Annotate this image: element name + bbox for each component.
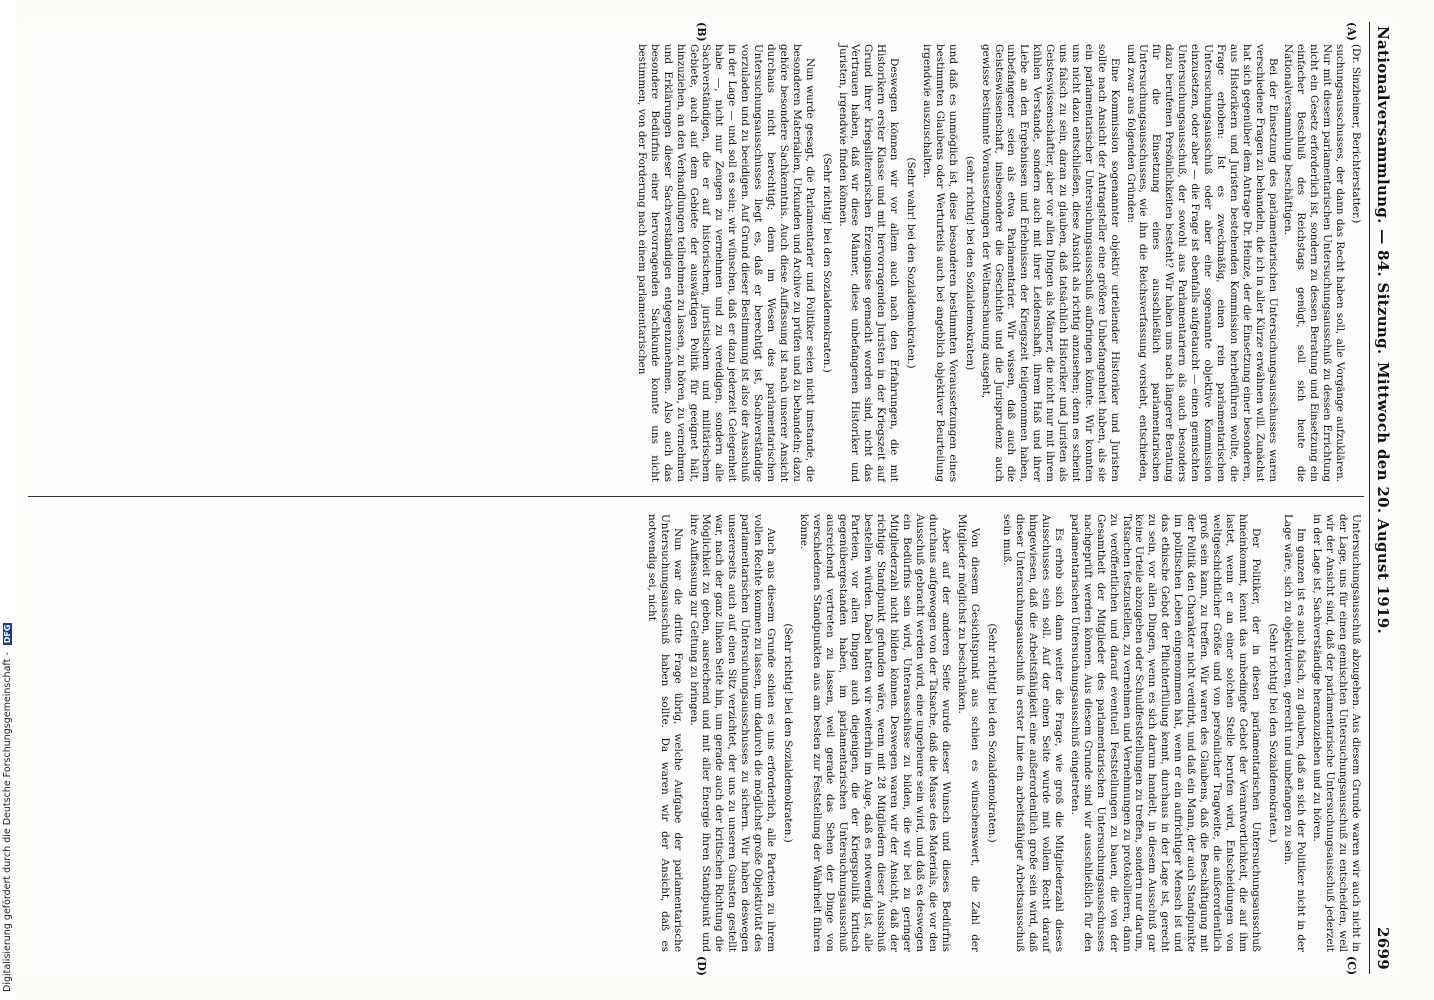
interjection: (Sehr richtig! bei den Sozialdemokraten.) xyxy=(820,153,833,373)
document-page xyxy=(18,18,1398,978)
interjection: (Sehr richtig! bei den Sozialdemokraten.) xyxy=(781,623,794,843)
paragraph: Deswegen können wir vor allem auch nach den Erfahrungen, die mit Historikern erster Klasse und mit hervorragenden Juristen in der Kriegszeit auf Grund ihrer kriegsliterarischen Erzeugnisse gemacht worden sind, nicht das Vertrauen haben, daß wir diese Männer, diese unbefangenen Historiker und Juristen, irgendwie finden können. xyxy=(836,44,901,482)
credit-text: Digitalisierung gefördert durch die Deutsche Forschungsgemeinschaft - xyxy=(2,652,13,992)
margin-marker-c: (C) xyxy=(1345,956,1358,976)
header-rule xyxy=(1369,22,1370,974)
paragraph: und daß es unmöglich ist, diese besonderen bestimmten Voraussetzungen eines bestimmten Glaubens oder Werturteils auch bei angeblich objektiver Beurteilung irgendwie auszuschalten. xyxy=(921,44,959,482)
paragraph: Von diesem Gesichtspunkt aus schien es wünschenswert, die Zahl der Mitglieder möglichst zu beschränken. xyxy=(955,514,981,952)
margin-marker-d: (D) xyxy=(695,956,708,976)
page-number: 2699 xyxy=(1374,927,1392,970)
digitization-credit xyxy=(2,12,13,992)
paragraph: Im ganzen ist es auch falsch, zu glauben, daß an sich der Politiker nicht in der Lage wäre, sich zu objektivieren, gerecht und unbefangen zu sein. xyxy=(1282,514,1308,952)
paragraph: Der Politiker, der in diesen parlamentarischen Untersuchungsausschuß hineinkommt, kennt das unbedingte Gebot der Verantwortlichkeit, die auf ihm lastet, wenn er an einer solchen Stelle berufen wird, Entscheidungen von weltgeschichtlicher Größe und von persönlicher Tragweite, die außerordentlich groß sein kann, zu treffen. Wir waren des Glaubens, daß die Beschäftigung mit der Politik den Charakter nicht verdirbt, und daß ein Mann, der auch Standpunkte im politischen Leben eingenommen hat, wenn er ein aufrichtiger Mensch ist und das ethische Gebot der Pflichterfüllung kennt, durchaus in der Lage ist, gerecht zu sein, vor allen Dingen, wenn es sich darum handelt, in diesem Ausschuß gar keine Urteile abzugeben oder Schuldfeststellungen zu treffen, sondern nur darum, Tatsachen festzustellen, zu vernehmen und Vernehmungen zu protokollieren, dann zu veröffentlichen und darauf eventuell Feststellungen zu bauen, die von der Gesamtheit der Mitglieder des parlamentarischen Untersuchungsausschusses nachgeprüft werden können. Aus diesem Grunde sind wir ausschließlich für den parlamentarischen Untersuchungsausschuß eingetreten. xyxy=(1068,514,1262,952)
paragraph: Auch aus diesem Grunde schien es uns erforderlich, alle Parteien zu ihrem vollen Rechte kommen zu lassen, um dadurch die möglichst große Objektivität des parlamentarischen Untersuchungsausschusses zu sichern. Wir haben deswegen unsererseits auch auf einen Sitz verzichtet, der uns zu unseren Gunsten gestellt war, nach der ganz linken Seite hin, um gerade auch der kritischen Richtung die Möglichkeit zu geben, ausreichend und mit aller Energie ihren Standpunkt und ihre Auffassung zur Geltung zu bringen. xyxy=(687,514,778,952)
interjection: (Sehr richtig! bei den Sozialdemokraten.) xyxy=(985,623,998,843)
interjection: (sehr richtig! bei den Sozialdemokraten) xyxy=(963,155,976,371)
paragraph: Bei der Einsetzung des parlamentarischen Untersuchungsausschusses waren verschiedene Fragen zu behandeln, die ich in aller Kürze erwähnen will. Zunächst hat sich gegenüber dem Antrage Dr. Heinze, der die Einsetzung einer besonderen, aus Historikern und Juristen bestehenden Kommission herbeiführen wollte, die Frage erhoben: Ist es zweckmäßig, einen rein parlamentarischen Untersuchungsausschuß oder aber eine sogenannte objektive Kommission einzusetzen, oder aber — die Frage ist ebenfalls aufgetaucht — einen gemischten Untersuchungsausschuß, der sowohl aus Parlamentariern als auch besonders dazu berufenen Persönlichkeiten besteht? Wir haben uns nach längerer Beratung für die Einsetzung eines ausschließlich parlamentarischen Untersuchungsausschusses, wie ihn die Reichsverfassung vorsieht, entschieden, und zwar aus folgenden Gründen: xyxy=(1124,44,1279,482)
margin-marker-b: (B) xyxy=(695,22,708,42)
dfg-logo: DFG xyxy=(3,624,12,644)
paragraph: Aber auf der anderen Seite wurde dieser Wunsch und dieses Bedürfnis durchaus aufgewogen von der Tatsache, daß die Masse des Materials, die vor den Ausschuß gebracht werden wird, eine ungeheure sein wird, und daß es deswegen ein Bedürfnis sein wird, Unterausschüsse zu bilden, die wir bei zu geringer Mitgliederzahl nicht bilden können. Deswegen waren wir der Ansicht, daß der richtige Standpunkt gefunden wäre, wenn mit 28 Mitgliedern dieser Ausschuß bestellen würden. Dabei hatten wir weiterhin im Auge, daß es notwendig ist, alle Parteien, vor allen Dingen auch diejenigen, die der Kriegspolitik kritisch gegenübergestanden haben, im parlamentarischen Untersuchungsausschuß ausreichend vertreten zu lassen, weil gerade das Sehen der Dinge von verschiedenen Standpunkten aus am besten zur Feststellung der Wahrheit führen könne. xyxy=(797,514,952,952)
paragraph: Nun war die dritte Frage übrig, welche Aufgabe der parlamentarische Untersuchungsausschuß haben sollte. Da waren wir der Ansicht, daß es notwendig sei, nicht xyxy=(645,514,684,952)
header-session: Nationalversammlung. — 84. Sitzung. xyxy=(1374,26,1392,355)
column-divider xyxy=(28,496,1364,497)
page-header xyxy=(1370,26,1392,970)
paragraph: Nun wurde gesagt, die Parlamentarier und Politiker seien nicht imstande, die besonderen Materialien, Urkunden und Archive zu prüfen und zu behandeln; dazu gehöre besondere Sachkenntnis. Auch diese Auffassung ist nach unserer Ansicht durchaus nicht berechtigt; denn im Wesen des parlamentarischen Untersuchungsausschusses liegt es, daß er berechtigt ist, Sachverständige vorzuladen und zu beeidigen. Auf Grund dieser Bestimmung ist also der Ausschuß in der Lage — und soll es sein; wir wünschen, daß er dazu jederzeit Gelegenheit habe —, nicht nur Zeugen zu vernehmen und zu vereidigen, sondern alle Sachverständigen, die er auf historischem, juristischem und militärischem Gebiete, auch auf dem Gebiete der auswärtigen Politik für geeignet hält, hinzuziehen, an den Verhandlungen teilnehmen zu lassen, zu hören, zu vernehmen und Erklärungen dieser Sachverständigen entgegenzunehmen. Also auch das besondere Bedürfnis einer hervorragenden Sachkunde konnte uns nicht bestimmen, von der Forderung nach einem parlamentarischen xyxy=(635,44,816,482)
header-date: Mittwoch den 20. August 1919. xyxy=(1374,361,1392,635)
paragraph: suchungsausschusses, der dann das Recht haben soll, alle Vorgänge aufzuklären. Nur mit diesem parlamentarischen Untersuchungsausschuß zu dessen Errichtung nicht ein Gesetz erforderlich ist, sondern zu dessen Beratung und Einsetzung ein einfacher Beschluß des Reichstags genügt, soll sich heute die Nationalversammlung beschäftigen. xyxy=(1282,44,1347,482)
interjection: (Sehr richtig! bei den Sozialdemokraten.) xyxy=(1266,623,1279,843)
left-column xyxy=(632,44,1362,482)
margin-marker-a: (A) xyxy=(1345,22,1358,41)
right-column xyxy=(642,514,1362,952)
speaker-label: (Dr. Sinzheimer, Berichterstatter.) xyxy=(1350,44,1362,224)
paragraph: Es erhob sich dann weiter die Frage, wie groß die Mitgliederzahl dieses Ausschusses sein soll. Auf der einen Seite wurde mit vollem Recht darauf hingewiesen, daß die Arbeitsfähigkeit eine außerordentlich große sein wird, daß dieser Untersuchungsausschuß in erster Linie ein arbeitsfähiger Arbeitsausschuß sein muß. xyxy=(1001,514,1066,952)
interjection: (Sehr wahr! bei den Sozialdemokraten.) xyxy=(905,157,918,369)
paragraph: Untersuchungsausschuß abzugehen. Aus diesem Grunde waren wir auch nicht in der Lage, uns für einen gemischten Untersuchungsausschuß zu entscheiden, weil wir der Ansicht sind, daß der parlamentarische Untersuchungsausschuß jederzeit in der Lage ist, Sachverständige heranzuziehen und zu hören. xyxy=(1311,514,1362,952)
paragraph: Eine Kommission sogenannter objektiv urteilender Historiker und Juristen sollte nach Ansicht der Antragsteller eine größere Unbefangenheit haben, als sie ein parlamentarischer Untersuchungsausschuß aufbringen könnte. Wir konnten uns nicht dazu entschließen, diese Ansicht als richtig anzusehen; denn es scheint uns falsch zu sein, daran zu glauben, daß tatsächlich Historiker und Juristen als Geisteswissenschaftler, aber vor allen Dingen als Männer, die nicht nur mit ihrem kühlen Verstande, sondern auch mit ihrer Leidenschaft, ihrem Haß und ihrer Liebe an den Ergebnissen und Erlebnissen der Kriegszeit teilgenommen haben, unbefangener seien als etwa Parlamentarier. Wir wissen, daß auch die Geisteswissenschaft, insbesondere die Geschichte und die Jurisprudenz auch gewisse bestimmte Voraussetzungen der Weltanschauung ausgeht, xyxy=(979,44,1121,482)
